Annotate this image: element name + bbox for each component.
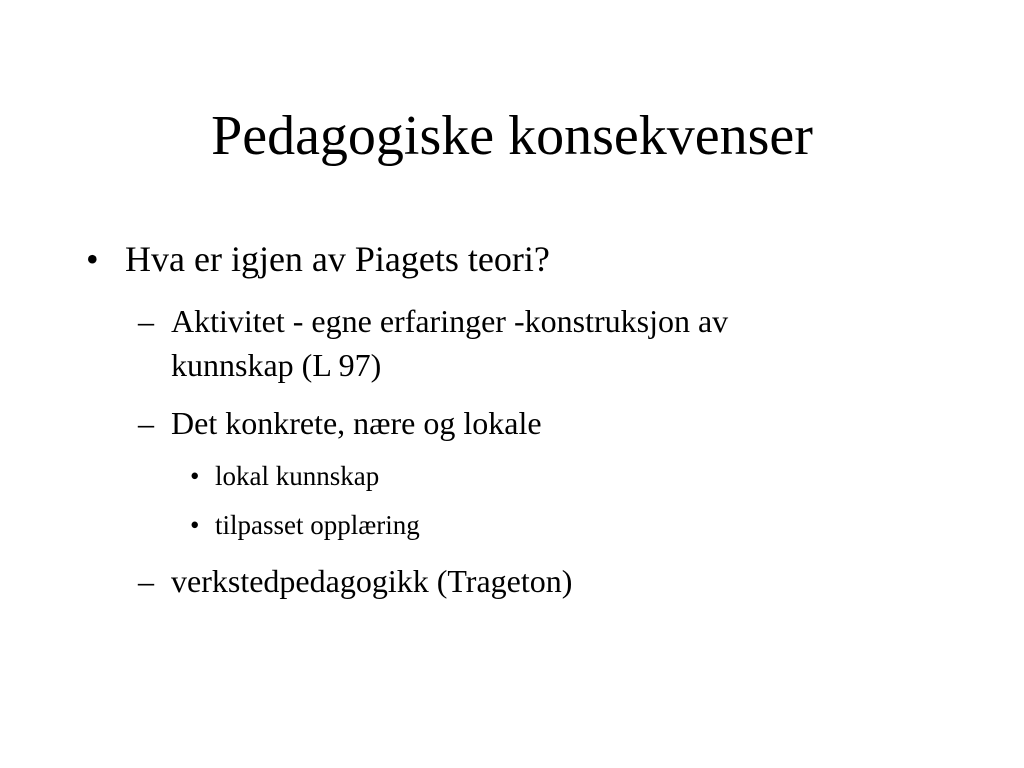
subitem-det-konkrete: Det konkrete, nære og lokale [171,405,542,441]
subsubitem-lokal-kunnskap: lokal kunnskap [215,461,380,491]
dash-marker: – [138,303,154,339]
subitem-verkstedpedagogikk: verkstedpedagogikk (Trageton) [171,563,573,599]
dash-marker: – [138,405,154,441]
slide-title: Pedagogiske konsekvenser [211,105,813,167]
subitem-aktivitet-line2: kunnskap (L 97) [171,347,382,383]
subitem-aktivitet-line1: Aktivitet - egne erfaringer -konstruksjon av [171,303,729,339]
bullet-item-piagets-teori: Hva er igjen av Piagets teori? [125,239,550,279]
dash-marker: – [138,563,154,599]
bullet-marker: • [190,510,200,540]
bullet-marker: • [190,461,200,491]
bullet-marker: • [86,239,99,279]
subsubitem-tilpasset-opplaering: tilpasset opplæring [215,510,420,540]
